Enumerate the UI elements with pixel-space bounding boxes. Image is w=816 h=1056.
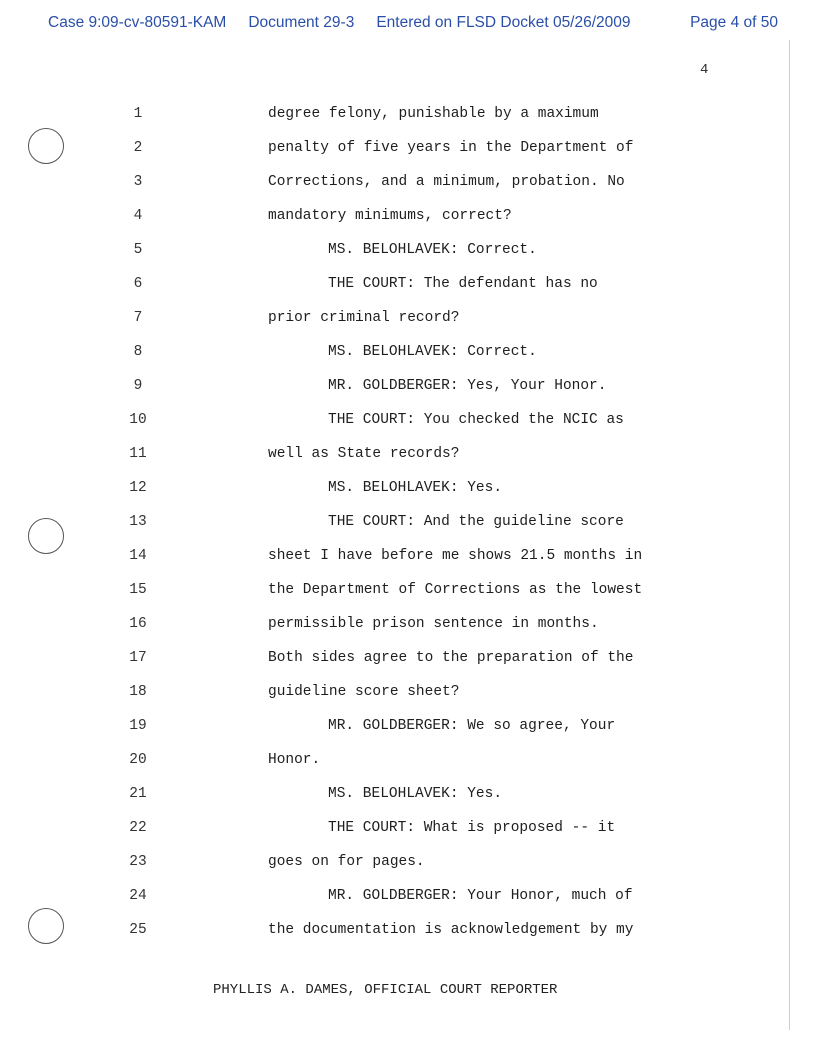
transcript-line (0, 267, 790, 301)
line-number: 20 (129, 752, 147, 768)
transcript-line (0, 369, 790, 403)
line-number: 1 (133, 106, 143, 122)
line-number: 11 (129, 446, 147, 462)
line-number: 21 (129, 786, 147, 802)
transcript-line (0, 743, 790, 777)
case-number: Case 9:09-cv-80591-KAM (48, 14, 227, 31)
line-text: MS. BELOHLAVEK: Yes. (328, 480, 503, 496)
transcript-line (0, 709, 790, 743)
line-text: permissible prison sentence in months. (268, 616, 599, 632)
line-number: 14 (129, 548, 147, 564)
line-text: sheet I have before me shows 21.5 months in (268, 548, 643, 564)
line-text: MR. GOLDBERGER: We so agree, Your (328, 718, 616, 734)
transcript-line (0, 233, 790, 267)
transcript-line (0, 165, 790, 199)
transcript-line (0, 403, 790, 437)
line-text: MS. BELOHLAVEK: Yes. (328, 786, 503, 802)
transcript-line (0, 641, 790, 675)
line-text: degree felony, punishable by a maximum (268, 106, 599, 122)
line-number: 9 (133, 378, 143, 394)
transcript-line (0, 913, 790, 947)
line-text: MR. GOLDBERGER: Yes, Your Honor. (328, 378, 607, 394)
line-text: the documentation is acknowledgement by my (268, 922, 634, 938)
line-number: 7 (133, 310, 143, 326)
transcript-line (0, 777, 790, 811)
line-number: 19 (129, 718, 147, 734)
docket-header (48, 14, 778, 32)
line-text: THE COURT: What is proposed -- it (328, 820, 616, 836)
line-text: goes on for pages. (268, 854, 425, 870)
transcript-line (0, 539, 790, 573)
docket-entry-date: Entered on FLSD Docket 05/26/2009 (376, 14, 631, 31)
line-number: 4 (133, 208, 143, 224)
line-text: Both sides agree to the preparation of the (268, 650, 634, 666)
line-text: THE COURT: The defendant has no (328, 276, 598, 292)
line-text: MR. GOLDBERGER: Your Honor, much of (328, 888, 633, 904)
line-text: the Department of Corrections as the lowest (268, 582, 643, 598)
line-number: 5 (133, 242, 143, 258)
line-text: THE COURT: You checked the NCIC as (328, 412, 624, 428)
transcript-line (0, 573, 790, 607)
line-text: MS. BELOHLAVEK: Correct. (328, 242, 537, 258)
line-number: 2 (133, 140, 143, 156)
transcript-line (0, 335, 790, 369)
line-number: 22 (129, 820, 147, 836)
line-text: Honor. (268, 752, 321, 768)
transcript-lines (0, 97, 790, 947)
transcript-page-number: 4 (700, 62, 709, 78)
transcript-line (0, 845, 790, 879)
document-number: Document 29-3 (248, 14, 355, 31)
line-number: 16 (129, 616, 147, 632)
transcript-line (0, 97, 790, 131)
transcript-line (0, 879, 790, 913)
transcript-line (0, 675, 790, 709)
line-text: Corrections, and a minimum, probation. No (268, 174, 625, 190)
line-text: well as State records? (268, 446, 460, 462)
line-text: mandatory minimums, correct? (268, 208, 512, 224)
line-text: THE COURT: And the guideline score (328, 514, 624, 530)
line-number: 17 (129, 650, 147, 666)
transcript-line (0, 471, 790, 505)
court-reporter-footer: PHYLLIS A. DAMES, OFFICIAL COURT REPORTER (213, 982, 558, 998)
page-indicator: Page 4 of 50 (690, 14, 778, 31)
line-number: 12 (129, 480, 147, 496)
line-number: 24 (129, 888, 147, 904)
transcript-line (0, 199, 790, 233)
transcript-line (0, 301, 790, 335)
line-number: 15 (129, 582, 147, 598)
transcript-line (0, 131, 790, 165)
transcript-line (0, 505, 790, 539)
line-number: 13 (129, 514, 147, 530)
transcript-line (0, 811, 790, 845)
line-text: penalty of five years in the Department of (268, 140, 634, 156)
line-number: 18 (129, 684, 147, 700)
line-number: 23 (129, 854, 147, 870)
line-number: 10 (129, 412, 147, 428)
line-number: 6 (133, 276, 143, 292)
transcript-line (0, 607, 790, 641)
line-text: prior criminal record? (268, 310, 460, 326)
line-number: 25 (129, 922, 147, 938)
transcript-line (0, 437, 790, 471)
line-number: 8 (133, 344, 143, 360)
line-text: guideline score sheet? (268, 684, 460, 700)
line-number: 3 (133, 174, 143, 190)
line-text: MS. BELOHLAVEK: Correct. (328, 344, 537, 360)
